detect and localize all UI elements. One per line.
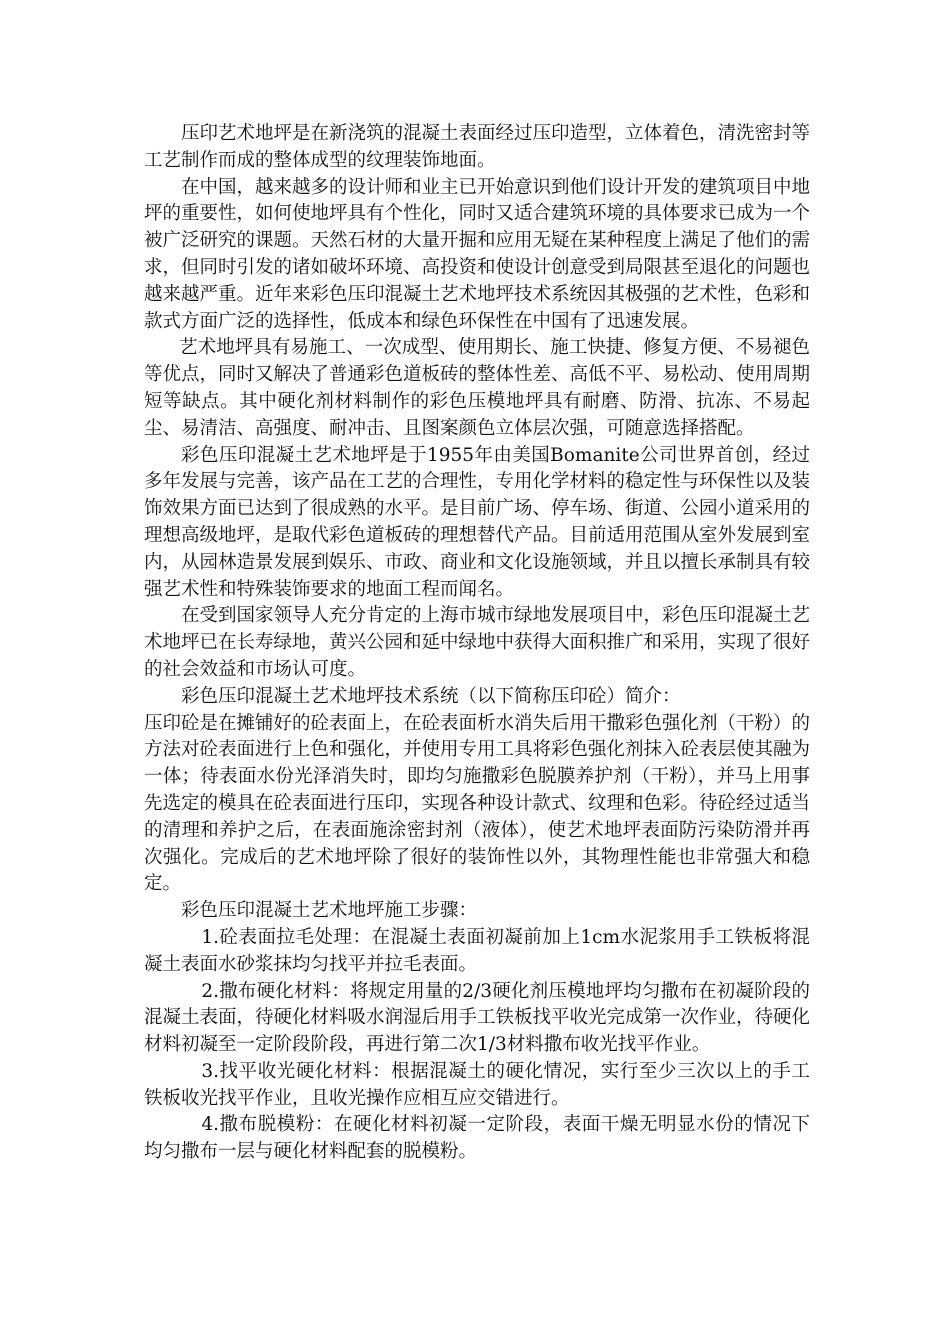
paragraph-advantages: 艺术地坪具有易施工、一次成型、使用期长、施工快捷、修复方便、不易褪色等优点，同时又解决了普通彩色道板砖的整体性差、高低不平、易松动、使用周期短等缺点。其中硬化剂材料制作的彩色压模地坪具有耐磨、防滑、抗冻、不易起尘、易清洁、高强度、耐冲击、且图案颜色立体层次强，可随意选择搭配。 [144,337,811,439]
paragraph-intro: 压印艺术地坪是在新浇筑的混凝土表面经过压印造型，立体着色，清洗密封等工艺制作而成的整体成型的纹理装饰地面。 [144,123,811,171]
step-1: 1.砼表面拉毛处理：在混凝土表面初凝前加上1cm水泥浆用手工铁板将混凝土表面水砂浆抹均匀找平并拉毛表面。 [144,926,810,975]
paragraph-history: 彩色压印混凝土艺术地坪是于1955年由美国Bomanite公司世界首创，经过多年发展与完善，该产品在工艺的合理性，专用化学材料的稳定性与环保性以及装饰效果方面已达到了很成熟的水平。是目前广场、停车场、街道、公园小道采用的理想高级地坪，是取代彩色道板砖的理想替代产品。目前适用范围从室外发展到室内，从园林造景发展到娱乐、市政、商业和文化设施领域，并且以擅长承制具有较强艺术性和特殊装饰要求的地面工程而闻名。 [144,444,811,600]
paragraph-system-heading: 彩色压印混凝土艺术地坪技术系统（以下简称压印砼）简介： [181,685,681,707]
paragraph-china-context: 在中国，越来越多的设计师和业主已开始意识到他们设计开发的建筑项目中地坪的重要性，如何使地坪具有个性化，同时又适合建筑环境的具体要求已成为一个被广泛研究的课题。天然石材的大量开掘和应用无疑在某种程度上满足了他们的需求，但同时引发的诸如破坏环境、高投资和使设计创意受到局限甚至退化的问题也越来越严重。近年来彩色压印混凝土艺术地坪技术系统因其极强的艺术性，色彩和款式方面广泛的选择性，低成本和绿色环保性在中国有了迅速发展。 [144,176,811,332]
document-body [144,121,810,1166]
paragraph-shanghai-projects: 在受到国家领导人充分肯定的上海市城市绿地发展项目中，彩色压印混凝土艺术地坪已在长寿绿地，黄兴公园和延中绿地中获得大面积推广和采用，实现了很好的社会效益和市场认可度。 [144,605,811,680]
paragraph-system-description: 压印砼是在摊铺好的砼表面上，在砼表面析水消失后用干撒彩色强化剂（干粉）的方法对砼表面进行上色和强化，并使用专用工具将彩色强化剂抹入砼表层使其融为一体；待表面水份光泽消失时，即均匀施撒彩色脱膜养护剂（干粉），并马上用事先选定的模具在砼表面进行压印，实现各种设计款式、纹理和色彩。待砼经过适当的清理和养护之后，在表面施涂密封剂（液体），使艺术地坪表面防污染防滑并再次强化。完成后的艺术地坪除了很好的装饰性以外，其物理性能也非常强大和稳定。 [144,712,811,895]
step-2: 2.撒布硬化材料：将规定用量的2/3硬化剂压模地坪均匀撒布在初凝阶段的混凝土表面，待硬化材料吸水润湿后用手工铁板找平收光完成第一次作业，待硬化材料初凝至一定阶段阶段，再进行第二次1/3材料撒布收光找平作业。 [144,980,811,1056]
step-4: 4.撒布脱模粉：在硬化材料初凝一定阶段，表面干燥无明显水份的情况下均匀撒布一层与硬化材料配套的脱模粉。 [144,1114,810,1163]
paragraph-steps-heading: 彩色压印混凝土艺术地坪施工步骤： [181,900,478,922]
step-3: 3.找平收光硬化材料：根据混凝土的硬化情况，实行至少三次以上的手工铁板收光找平作业，且收光操作应相互应交错进行。 [144,1060,810,1109]
